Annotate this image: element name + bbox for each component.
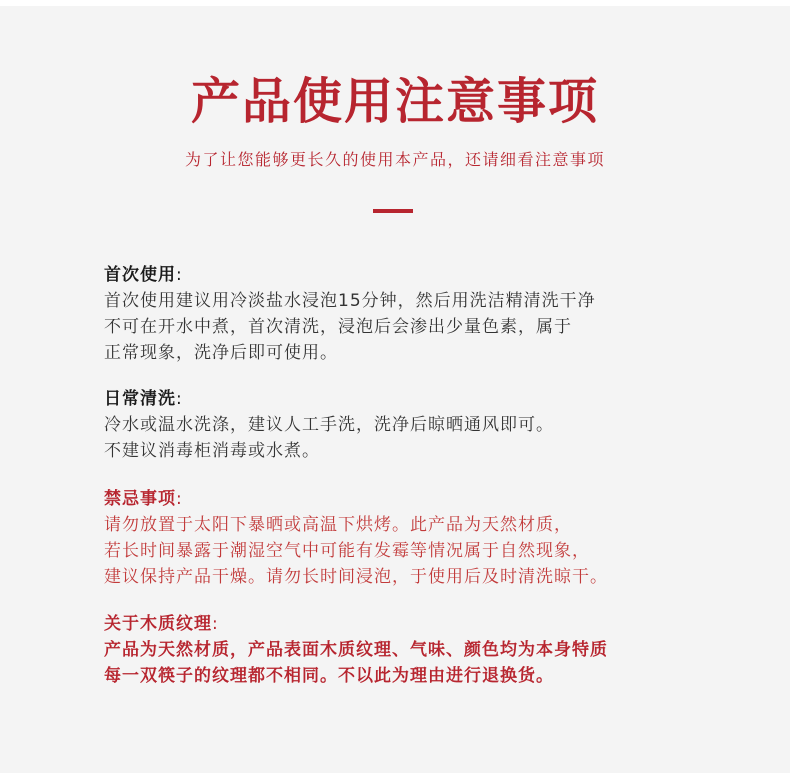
section-line: 不可在开水中煮，首次清洗，浸泡后会渗出少量色素，属于 — [104, 317, 572, 337]
section-line: 每一双筷子的纹理都不相同。不以此为理由进行退换货。 — [104, 666, 554, 686]
section-heading-colon: : — [212, 614, 219, 634]
section-prohibitions — [104, 486, 744, 590]
section-heading — [104, 262, 744, 288]
section-heading-colon: : — [176, 389, 183, 409]
section-line: 请勿放置于太阳下暴晒或高温下烘烤。此产品为天然材质， — [104, 515, 572, 535]
page-title: 产品使用注意事项 — [190, 73, 599, 130]
section-line: 产品为天然材质，产品表面木质纹理、气味、颜色均为本身特质 — [104, 640, 608, 660]
section-line: 不建议消毒柜消毒或水煮。 — [104, 441, 320, 461]
section-heading-text: 首次使用 — [104, 265, 176, 285]
section-heading-colon: : — [176, 265, 183, 285]
section-wood-grain — [104, 611, 744, 689]
section-line: 正常现象，洗净后即可使用。 — [104, 343, 338, 363]
section-line: 建议保持产品干燥。请勿长时间浸泡，于使用后及时清洗晾干。 — [104, 567, 608, 587]
section-line: 首次使用建议用冷淡盐水浸泡15分钟，然后用洗洁精清洗干净 — [104, 291, 596, 311]
section-line: 冷水或温水洗涤，建议人工手洗，洗净后晾晒通风即可。 — [104, 415, 554, 435]
section-line: 若长时间暴露于潮湿空气中可能有发霉等情况属于自然现象， — [104, 541, 590, 561]
page-subtitle: 为了让您能够更长久的使用本产品，还请细看注意事项 — [184, 150, 605, 169]
section-heading-text: 禁忌事项 — [104, 489, 176, 509]
section-heading — [104, 486, 744, 512]
section-heading-text: 日常清洗 — [104, 389, 176, 409]
section-heading — [104, 386, 744, 412]
title-divider — [373, 209, 413, 213]
section-heading — [104, 611, 744, 637]
section-first-use — [104, 262, 744, 366]
section-daily-cleaning — [104, 386, 744, 464]
section-heading-text: 关于木质纹理 — [104, 614, 212, 634]
section-heading-colon: : — [176, 489, 183, 509]
